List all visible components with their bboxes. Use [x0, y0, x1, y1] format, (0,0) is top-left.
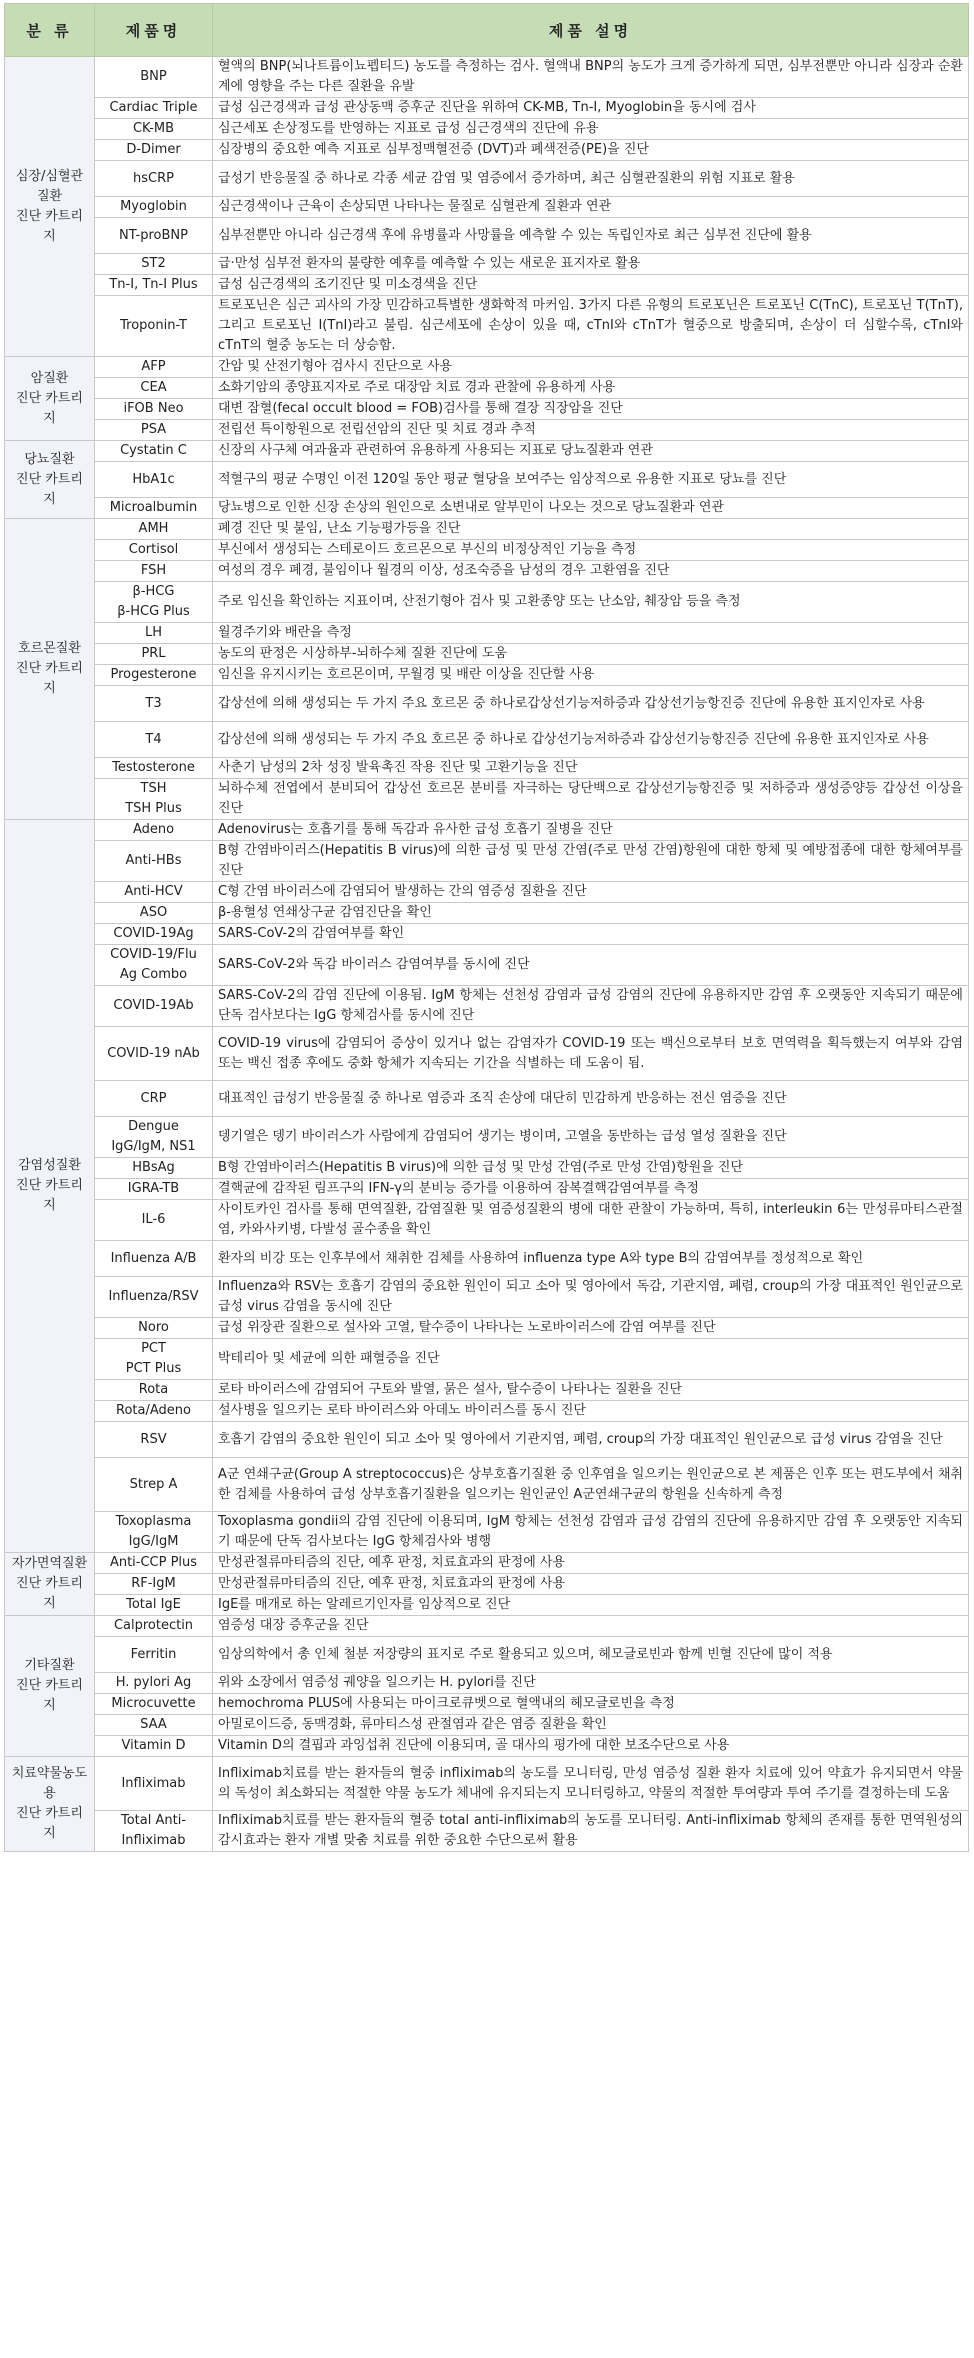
- product-description-cell: 급성 심근경색의 조기진단 및 미소경색을 진단: [213, 275, 969, 296]
- table-row: [5, 1179, 969, 1200]
- product-name-cell: Noro: [95, 1318, 213, 1339]
- product-name-cell: BNP: [95, 57, 213, 98]
- table-row: [5, 986, 969, 1027]
- table-row: [5, 1736, 969, 1757]
- table-row: [5, 945, 969, 986]
- product-name-cell: Vitamin D: [95, 1736, 213, 1757]
- table-row: [5, 498, 969, 519]
- product-name-cell: Microalbumin: [95, 498, 213, 519]
- header-row: [5, 4, 969, 57]
- table-row: [5, 275, 969, 296]
- product-name-cell: RSV: [95, 1422, 213, 1458]
- header-product-name: 제품명: [95, 4, 213, 57]
- table-row: [5, 665, 969, 686]
- table-row: [5, 1595, 969, 1616]
- product-description-cell: 갑상선에 의해 생성되는 두 가지 주요 호르몬 중 하나로 갑상선기능저하증과 갑상선기능항진증 진단에 유용한 표지인자로 사용: [213, 722, 969, 758]
- table-row: [5, 140, 969, 161]
- product-name-cell: Testosterone: [95, 758, 213, 779]
- product-name-cell: Cortisol: [95, 540, 213, 561]
- product-description-cell: 신장의 사구체 여과율과 관련하여 유용하게 사용되는 지표로 당뇨질환과 연관: [213, 441, 969, 462]
- table-row: [5, 882, 969, 903]
- header-product-description: 제품 설명: [213, 4, 969, 57]
- product-name-cell: RF-IgM: [95, 1574, 213, 1595]
- product-name-cell: Influenza A/B: [95, 1241, 213, 1277]
- table-row: [5, 779, 969, 820]
- product-name-cell: hsCRP: [95, 161, 213, 197]
- product-description-cell: 호흡기 감염의 중요한 원인이 되고 소아 및 영아에서 기관지염, 폐렴, croup의 가장 대표적인 원인균으로 급성 virus 감염을 진단: [213, 1422, 969, 1458]
- table-row: [5, 462, 969, 498]
- product-name-cell: Anti-CCP Plus: [95, 1553, 213, 1574]
- product-name-cell: Dengue IgG/IgM, NS1: [95, 1117, 213, 1158]
- product-name-cell: PSA: [95, 420, 213, 441]
- product-name-cell: Anti-HCV: [95, 882, 213, 903]
- table-row: [5, 296, 969, 357]
- product-name-cell: T3: [95, 686, 213, 722]
- product-name-cell: iFOB Neo: [95, 399, 213, 420]
- table-row: [5, 1380, 969, 1401]
- product-description-cell: 아밀로이드증, 동맥경화, 류마티스성 관절염과 같은 염증 질환을 확인: [213, 1715, 969, 1736]
- table-row: [5, 1811, 969, 1852]
- product-description-cell: SARS-CoV-2와 독감 바이러스 감염여부를 동시에 진단: [213, 945, 969, 986]
- table-row: [5, 623, 969, 644]
- product-description-cell: SARS-CoV-2의 감염여부를 확인: [213, 924, 969, 945]
- product-description-cell: 소화기암의 종양표지자로 주로 대장암 치료 경과 관찰에 유용하게 사용: [213, 378, 969, 399]
- table-row: [5, 561, 969, 582]
- table-row: [5, 98, 969, 119]
- table-row: [5, 399, 969, 420]
- product-description-cell: 트로포닌은 심근 괴사의 가장 민감하고특별한 생화학적 마커임. 3가지 다른 유형의 트로포닌은 트로포닌 C(TnC), 트로포닌 T(TnT), 그리고 트로포닌 I(TnI)라고 불림. 심근세포에 손상이 있을 때, cTnI와 cTnT가 혈중으로 방출되며, 손상이 더 심할수록, cTnI와 cTnT의 혈중 농도는 더 상승함.: [213, 296, 969, 357]
- product-name-cell: Rota: [95, 1380, 213, 1401]
- product-description-cell: 결핵균에 감작된 림프구의 IFN-γ의 분비능 증가를 이용하여 잠복결핵감염여부를 측정: [213, 1179, 969, 1200]
- table-row: [5, 519, 969, 540]
- product-description-cell: hemochroma PLUS에 사용되는 마이크로큐벳으로 혈액내의 헤모글로빈을 측정: [213, 1694, 969, 1715]
- table-row: [5, 1637, 969, 1673]
- product-description-cell: 환자의 비강 또는 인후부에서 채취한 검체를 사용하여 influenza type A와 type B의 감염여부를 정성적으로 확인: [213, 1241, 969, 1277]
- product-description-cell: 임상의학에서 총 인체 철분 저장량의 표지로 주로 활용되고 있으며, 헤모글로빈과 함께 빈혈 진단에 많이 적용: [213, 1637, 969, 1673]
- product-name-cell: Strep A: [95, 1458, 213, 1512]
- product-name-cell: COVID-19Ab: [95, 986, 213, 1027]
- product-description-cell: 만성관절류마티즘의 진단, 예후 판정, 치료효과의 판정에 사용: [213, 1574, 969, 1595]
- table-row: [5, 722, 969, 758]
- product-description-cell: 여성의 경우 폐경, 불임이나 월경의 이상, 성조숙증을 남성의 경우 고환염을 진단: [213, 561, 969, 582]
- table-row: [5, 1277, 969, 1318]
- product-name-cell: Influenza/RSV: [95, 1277, 213, 1318]
- product-description-cell: Vitamin D의 결핍과 과잉섭취 진단에 이용되며, 골 대사의 평가에 대한 보조수단으로 사용: [213, 1736, 969, 1757]
- table-row: [5, 1512, 969, 1553]
- table-row: [5, 841, 969, 882]
- product-description-cell: Infliximab치료를 받는 환자들의 혈중 infliximab의 농도를 모니터링, 만성 염증성 질환 환자 치료에 있어 약효가 유지되면서 약물의 독성이 최소화되는 적절한 약물 농도가 체내에 유지되는지 모니터링하고, 약물의 적절한 투여량과 투여 주기를 결정하는데 도움: [213, 1757, 969, 1811]
- product-description-cell: 폐경 진단 및 불임, 난소 기능평가등을 진단: [213, 519, 969, 540]
- product-description-cell: 대변 잠혈(fecal occult blood = FOB)검사를 통해 결장 직장암을 진단: [213, 399, 969, 420]
- product-name-cell: Adeno: [95, 820, 213, 841]
- product-name-cell: Ferritin: [95, 1637, 213, 1673]
- product-description-cell: Influenza와 RSV는 호흡기 감염의 중요한 원인이 되고 소아 및 영아에서 독감, 기관지염, 폐렴, croup의 가장 대표적인 원인균으로 급성 virus 감염을 동시에 진단: [213, 1277, 969, 1318]
- product-description-cell: 로타 바이러스에 감염되어 구토와 발열, 묽은 설사, 탈수증이 나타나는 질환을 진단: [213, 1380, 969, 1401]
- product-description-cell: 주로 임신을 확인하는 지표이며, 산전기형아 검사 및 고환종양 또는 난소암, 췌장암 등을 측정: [213, 582, 969, 623]
- table-row: [5, 441, 969, 462]
- table-body: [5, 57, 969, 1852]
- product-description-cell: 갑상선에 의해 생성되는 두 가지 주요 호르몬 중 하나로갑상선기능저하증과 갑상선기능항진증 진단에 유용한 표지인자로 사용: [213, 686, 969, 722]
- product-description-cell: COVID-19 virus에 감염되어 증상이 있거나 없는 감염자가 COVID-19 또는 백신으로부터 보호 면역력을 획득했는지 여부와 감염 또는 백신 접종 후에도 중화 항체가 지속되는 기간을 식별하는 데 도움이 됨.: [213, 1027, 969, 1081]
- header-category: 분 류: [5, 4, 95, 57]
- product-description-cell: 설사병을 일으키는 로타 바이러스와 아데노 바이러스를 동시 진단: [213, 1401, 969, 1422]
- product-description-cell: 월경주기와 배란을 측정: [213, 623, 969, 644]
- product-name-cell: ST2: [95, 254, 213, 275]
- product-description-cell: 염증성 대장 증후군을 진단: [213, 1616, 969, 1637]
- product-description-cell: 위와 소장에서 염증성 궤양을 일으키는 H. pylori를 진단: [213, 1673, 969, 1694]
- product-name-cell: Cystatin C: [95, 441, 213, 462]
- table-row: [5, 1422, 969, 1458]
- product-description-cell: 급성기 반응물질 중 하나로 각종 세균 감염 및 염증에서 증가하며, 최근 심혈관질환의 위험 지표로 활용: [213, 161, 969, 197]
- table-row: [5, 644, 969, 665]
- product-name-cell: Tn-I, Tn-I Plus: [95, 275, 213, 296]
- table-row: [5, 1027, 969, 1081]
- product-name-cell: Myoglobin: [95, 197, 213, 218]
- product-name-cell: Toxoplasma IgG/IgM: [95, 1512, 213, 1553]
- table-row: [5, 1339, 969, 1380]
- category-cell: 심장/심혈관질환 진단 카트리지: [5, 57, 95, 357]
- table-row: [5, 197, 969, 218]
- product-description-cell: 부신에서 생성되는 스테로이드 호르몬으로 부신의 비정상적인 기능을 측정: [213, 540, 969, 561]
- product-description-cell: 뇌하수체 전엽에서 분비되어 갑상선 호르몬 분비를 자극하는 당단백으로 갑상선기능항진증 및 저하증과 생성증양등 갑상선 이상을 진단: [213, 779, 969, 820]
- table-row: [5, 540, 969, 561]
- product-name-cell: Calprotectin: [95, 1616, 213, 1637]
- category-cell: 암질환 진단 카트리지: [5, 357, 95, 441]
- product-description-cell: 당뇨병으로 인한 신장 손상의 원인으로 소변내로 알부민이 나오는 것으로 당뇨질환과 연관: [213, 498, 969, 519]
- product-description-cell: Toxoplasma gondii의 감염 진단에 이용되며, IgM 항체는 선천성 감염과 급성 감염의 진단에 유용하지만 감염 후 오랫동안 지속되기 때문에 단독 검사보다는 IgG 항체검사와 병행: [213, 1512, 969, 1553]
- product-name-cell: Anti-HBs: [95, 841, 213, 882]
- product-name-cell: HBsAg: [95, 1158, 213, 1179]
- product-description-cell: 사춘기 남성의 2차 성징 발육촉진 작용 진단 및 고환기능을 진단: [213, 758, 969, 779]
- table-row: [5, 686, 969, 722]
- table-row: [5, 1117, 969, 1158]
- table-row: [5, 57, 969, 98]
- product-description-cell: 뎅기열은 뎅기 바이러스가 사람에게 감염되어 생기는 병이며, 고열을 동반하는 급성 열성 질환을 진단: [213, 1117, 969, 1158]
- product-description-cell: 급·만성 심부전 환자의 불량한 예후를 예측할 수 있는 새로운 표지자로 활용: [213, 254, 969, 275]
- table-row: [5, 582, 969, 623]
- product-name-cell: TSH TSH Plus: [95, 779, 213, 820]
- product-description-cell: 심부전뿐만 아니라 심근경색 후에 유병률과 사망률을 예측할 수 있는 독립인자로 최근 심부전 진단에 활용: [213, 218, 969, 254]
- product-name-cell: H. pylori Ag: [95, 1673, 213, 1694]
- product-description-cell: 심근경색이나 근육이 손상되면 나타나는 물질로 심혈관계 질환과 연관: [213, 197, 969, 218]
- table-row: [5, 924, 969, 945]
- product-name-cell: CRP: [95, 1081, 213, 1117]
- table-row: [5, 1458, 969, 1512]
- product-description-cell: C형 간염 바이러스에 감염되어 발생하는 간의 염증성 질환을 진단: [213, 882, 969, 903]
- product-name-cell: AFP: [95, 357, 213, 378]
- product-name-cell: Microcuvette: [95, 1694, 213, 1715]
- product-description-cell: 박테리아 및 세균에 의한 패혈증을 진단: [213, 1339, 969, 1380]
- product-description-cell: 혈액의 BNP(뇌나트륨이뇨펩티드) 농도를 측정하는 검사. 혈액내 BNP의 농도가 크게 증가하게 되면, 심부전뿐만 아니라 심장과 순환계에 영향을 주는 다른 질환을 유발: [213, 57, 969, 98]
- table-row: [5, 1715, 969, 1736]
- table-row: [5, 1757, 969, 1811]
- table-row: [5, 1553, 969, 1574]
- product-description-cell: Infliximab치료를 받는 환자들의 혈중 total anti-infliximab의 농도를 모니터링. Anti-infliximab 항체의 존재를 통한 면역원성의 감시효과는 환자 개별 맞춤 치료를 위한 중요한 수단으로써 활용: [213, 1811, 969, 1852]
- category-cell: 호르몬질환 진단 카트리지: [5, 519, 95, 820]
- table-row: [5, 1081, 969, 1117]
- product-description-cell: β-용혈성 연쇄상구균 감염진단을 확인: [213, 903, 969, 924]
- product-name-cell: ASO: [95, 903, 213, 924]
- table-row: [5, 1574, 969, 1595]
- product-name-cell: COVID-19 nAb: [95, 1027, 213, 1081]
- table-row: [5, 903, 969, 924]
- table-row: [5, 1616, 969, 1637]
- product-name-cell: HbA1c: [95, 462, 213, 498]
- product-name-cell: T4: [95, 722, 213, 758]
- product-table: [4, 3, 969, 1852]
- product-description-cell: SARS-CoV-2의 감염 진단에 이용됨. IgM 항체는 선천성 감염과 급성 감염의 진단에 유용하지만 감염 후 오랫동안 지속되기 때문에 단독 검사보다는 IgG 항체검사를 동시에 진단: [213, 986, 969, 1027]
- product-description-cell: 간암 및 산전기형아 검사시 진단으로 사용: [213, 357, 969, 378]
- table-row: [5, 357, 969, 378]
- table-row: [5, 1401, 969, 1422]
- product-name-cell: SAA: [95, 1715, 213, 1736]
- product-name-cell: CEA: [95, 378, 213, 399]
- product-name-cell: Total IgE: [95, 1595, 213, 1616]
- table-row: [5, 1241, 969, 1277]
- product-description-cell: 대표적인 급성기 반응물질 중 하나로 염증과 조직 손상에 대단히 민감하게 반응하는 전신 염증을 진단: [213, 1081, 969, 1117]
- product-name-cell: LH: [95, 623, 213, 644]
- product-description-cell: IgE를 매개로 하는 알레르기인자를 임상적으로 진단: [213, 1595, 969, 1616]
- table-row: [5, 378, 969, 399]
- category-cell: 자가면역질환 진단 카트리지: [5, 1553, 95, 1616]
- product-description-cell: 급성 심근경색과 급성 관상동맥 증후군 진단을 위하여 CK-MB, Tn-I, Myoglobin을 동시에 검사: [213, 98, 969, 119]
- product-description-cell: 심장병의 중요한 예측 지표로 심부정맥혈전증 (DVT)과 폐색전증(PE)을 진단: [213, 140, 969, 161]
- category-cell: 당뇨질환 진단 카트리지: [5, 441, 95, 519]
- table-row: [5, 254, 969, 275]
- product-description-cell: 만성관절류마티즘의 진단, 예후 판정, 치료효과의 판정에 사용: [213, 1553, 969, 1574]
- table-row: [5, 218, 969, 254]
- category-cell: 기타질환 진단 카트리지: [5, 1616, 95, 1757]
- table-row: [5, 820, 969, 841]
- table-row: [5, 161, 969, 197]
- category-cell: 감염성질환 진단 카트리지: [5, 820, 95, 1553]
- table-row: [5, 1158, 969, 1179]
- product-description-cell: A군 연쇄구균(Group A streptococcus)은 상부호흡기질환 중 인후염을 일으키는 원인균으로 본 제품은 인후 또는 편도부에서 채취한 검체를 사용하여 급성 상부호흡기질환을 일으키는 원인균인 A군연쇄구균의 항원을 신속하게 측정: [213, 1458, 969, 1512]
- product-name-cell: CK-MB: [95, 119, 213, 140]
- product-name-cell: IGRA-TB: [95, 1179, 213, 1200]
- product-description-cell: 심근세포 손상정도를 반영하는 지표로 급성 심근경색의 진단에 유용: [213, 119, 969, 140]
- product-name-cell: FSH: [95, 561, 213, 582]
- product-name-cell: NT-proBNP: [95, 218, 213, 254]
- product-name-cell: Cardiac Triple: [95, 98, 213, 119]
- product-description-cell: Adenovirus는 호흡기를 통해 독감과 유사한 급성 호흡기 질병을 진단: [213, 820, 969, 841]
- product-name-cell: PRL: [95, 644, 213, 665]
- product-name-cell: Rota/Adeno: [95, 1401, 213, 1422]
- product-description-cell: 사이토카인 검사를 통해 면역질환, 감염질환 및 염증성질환의 병에 대한 관찰이 가능하며, 특히, interleukin 6는 만성류마티스관절염, 카와사키병, 다발성 골수종을 확인: [213, 1200, 969, 1241]
- product-name-cell: COVID-19/Flu Ag Combo: [95, 945, 213, 986]
- table-row: [5, 119, 969, 140]
- product-name-cell: Progesterone: [95, 665, 213, 686]
- product-name-cell: Total Anti-Infliximab: [95, 1811, 213, 1852]
- product-description-cell: 급성 위장관 질환으로 설사와 고열, 탈수증이 나타나는 노로바이러스에 감염 여부를 진단: [213, 1318, 969, 1339]
- product-name-cell: β-HCG β-HCG Plus: [95, 582, 213, 623]
- table-row: [5, 758, 969, 779]
- product-name-cell: IL-6: [95, 1200, 213, 1241]
- table-row: [5, 1200, 969, 1241]
- product-description-cell: 농도의 판정은 시상하부-뇌하수체 질환 진단에 도움: [213, 644, 969, 665]
- product-name-cell: COVID-19Ag: [95, 924, 213, 945]
- product-name-cell: Infliximab: [95, 1757, 213, 1811]
- product-description-cell: 전립선 특이항원으로 전립선암의 진단 및 치료 경과 추적: [213, 420, 969, 441]
- category-cell: 치료약물농도용 진단 카트리지: [5, 1757, 95, 1852]
- product-description-cell: B형 간염바이러스(Hepatitis B virus)에 의한 급성 및 만성 간염(주로 만성 간염)항원을 진단: [213, 1158, 969, 1179]
- product-name-cell: AMH: [95, 519, 213, 540]
- product-description-cell: B형 간염바이러스(Hepatitis B virus)에 의한 급성 및 만성 간염(주로 만성 간염)항원에 대한 항체 및 예방접종에 대한 항체여부를 진단: [213, 841, 969, 882]
- product-description-cell: 적혈구의 평균 수명인 이전 120일 동안 평균 혈당을 보여주는 임상적으로 유용한 지표로 당뇨를 진단: [213, 462, 969, 498]
- product-name-cell: PCT PCT Plus: [95, 1339, 213, 1380]
- product-description-cell: 임신을 유지시키는 호르몬이며, 무월경 및 배란 이상을 진단할 사용: [213, 665, 969, 686]
- product-name-cell: Troponin-T: [95, 296, 213, 357]
- table-row: [5, 1694, 969, 1715]
- table-row: [5, 420, 969, 441]
- table-row: [5, 1673, 969, 1694]
- table-row: [5, 1318, 969, 1339]
- product-name-cell: D-Dimer: [95, 140, 213, 161]
